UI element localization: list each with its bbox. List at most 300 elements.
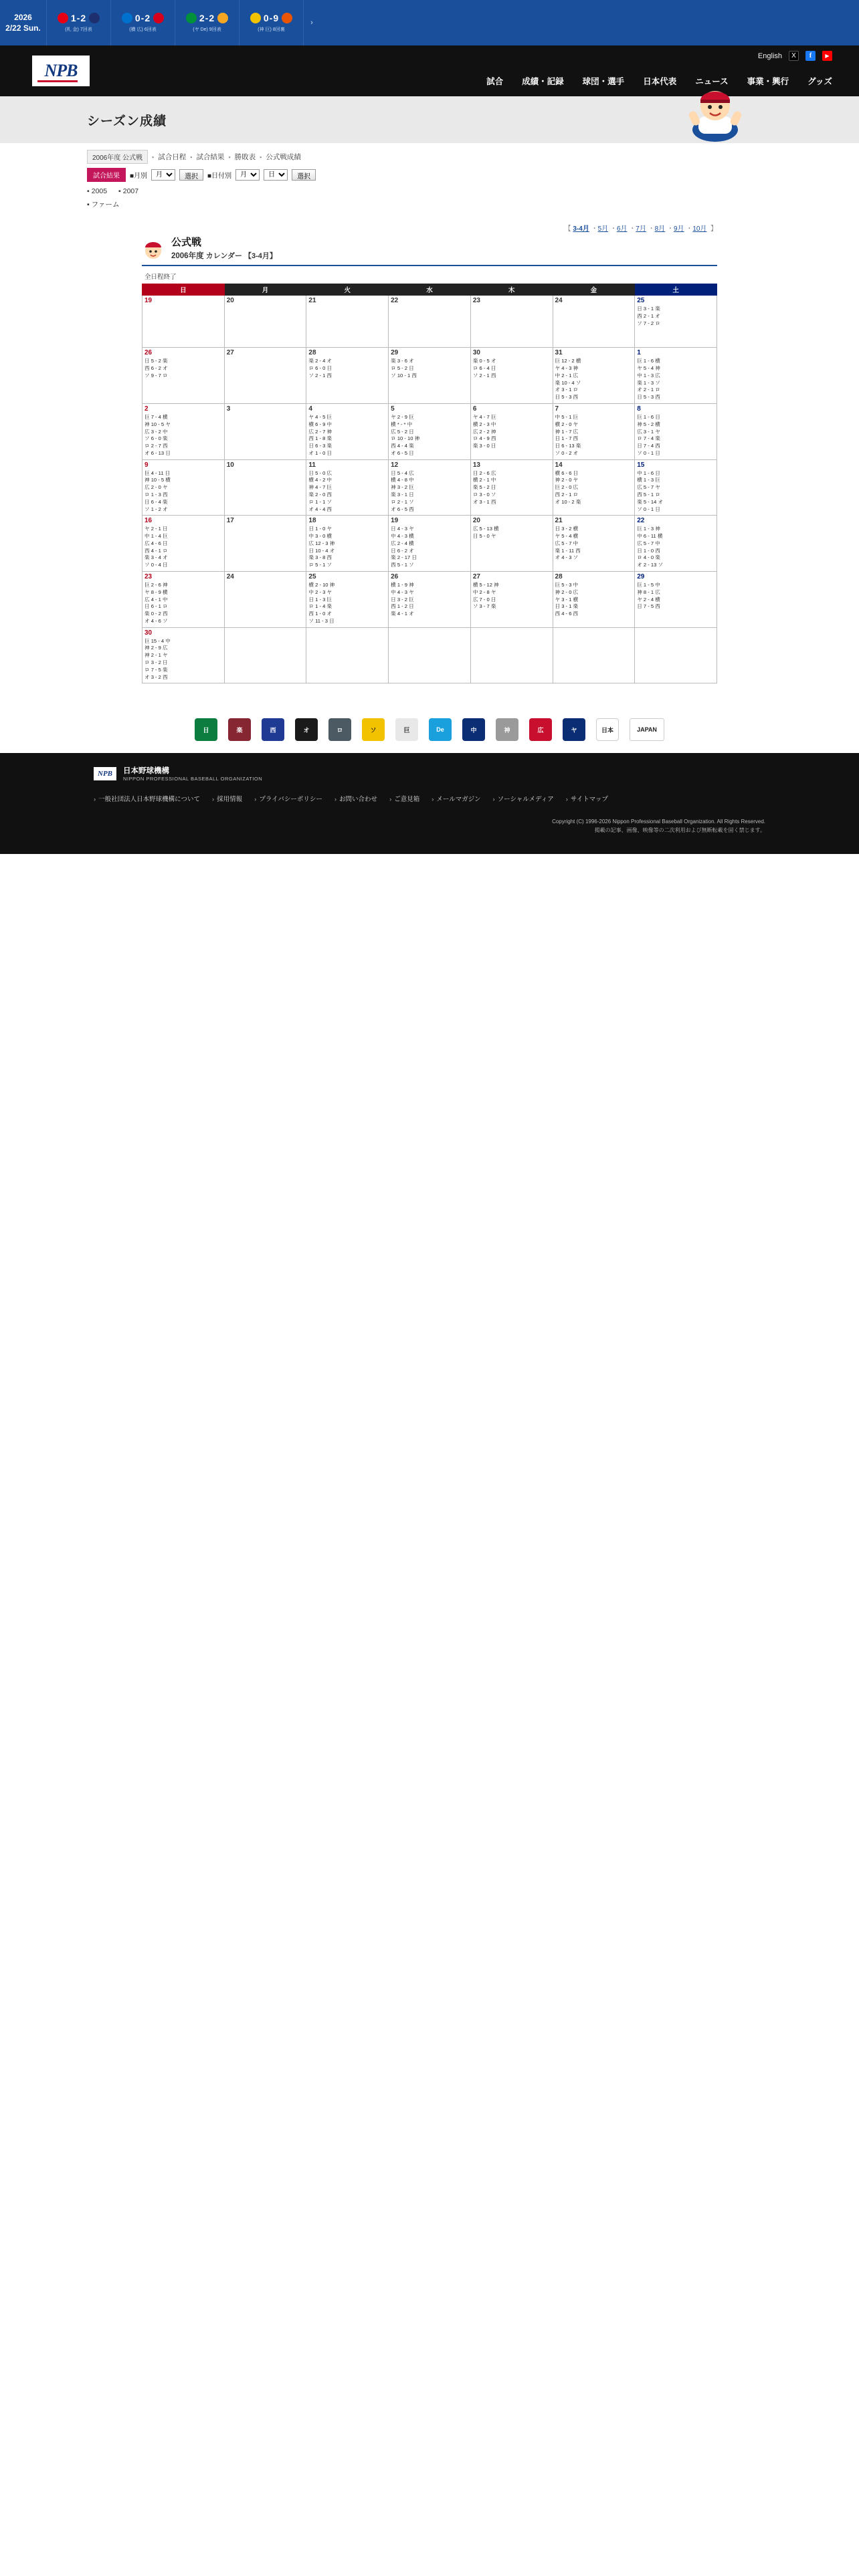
calendar-day-cell[interactable]: [306, 459, 389, 516]
scoreboard-score: 1-2: [70, 13, 87, 23]
month-nav-5[interactable]: 5月: [597, 225, 609, 233]
team-logo-icon: [89, 13, 100, 23]
calendar-day-cell[interactable]: [635, 459, 717, 516]
team-logo-icon[interactable]: De: [429, 718, 452, 741]
year-link-2005[interactable]: 2005: [91, 187, 108, 195]
calendar-day-cell[interactable]: [142, 459, 225, 516]
nav-item-games[interactable]: 試合: [486, 77, 504, 86]
game-result-line[interactable]: ロ 10 - 10 神: [391, 435, 420, 442]
game-result-line[interactable]: 日 7 - 5 西: [637, 603, 660, 610]
game-result-line[interactable]: 横 1 - 3 巨: [637, 477, 660, 484]
date-month-select[interactable]: [235, 169, 260, 181]
game-result-line[interactable]: ソ 11 - 3 日: [308, 617, 335, 624]
game-result-line[interactable]: オ 4 - 6 ソ: [145, 617, 168, 624]
game-result-line[interactable]: ソ 6 - 0 楽: [145, 435, 168, 442]
game-result-line[interactable]: 西 4 - 6 西: [555, 611, 579, 617]
npb-logo[interactable]: [32, 56, 90, 86]
game-result-line[interactable]: 楽 3 - 6 オ: [391, 358, 414, 364]
game-result-line[interactable]: 神 2 - 1 ヤ: [145, 652, 168, 659]
game-result-line[interactable]: ロ 2 - 7 西: [145, 443, 168, 449]
calendar-day-cell[interactable]: [142, 572, 225, 628]
game-result-line[interactable]: 横 6 - 9 中: [308, 421, 332, 427]
game-result-line[interactable]: 中 4 - 3 ヤ: [391, 588, 414, 595]
game-result-line[interactable]: 日 5 - 4 広: [391, 469, 414, 476]
game-result-line[interactable]: 楽 1 - 11 西: [555, 547, 581, 554]
game-result-line[interactable]: ロ 7 - 4 楽: [637, 435, 660, 442]
game-result-line[interactable]: 日 4 - 3 ヤ: [391, 526, 414, 532]
calendar-day-number: 25: [637, 297, 645, 305]
game-result-line[interactable]: 中 2 - 8 ヤ: [472, 588, 496, 595]
game-result-line[interactable]: 横 2 - 3 中: [472, 421, 496, 427]
date-go-button[interactable]: 選択: [292, 169, 316, 181]
year-link-2007[interactable]: 2007: [122, 187, 139, 195]
game-result-line[interactable]: 巨 4 - 11 日: [145, 469, 171, 476]
game-result-line[interactable]: 中 1 - 4 巨: [145, 533, 168, 540]
game-result-line[interactable]: 広 5 - 13 横: [472, 526, 499, 532]
month-nav-3-4[interactable]: 3-4月: [573, 225, 589, 233]
game-result-line[interactable]: ヤ 5 - 4 横: [555, 533, 579, 540]
game-result-line[interactable]: 広 5 - 7 中: [637, 540, 660, 546]
game-result-line[interactable]: 西 6 - 2 オ: [145, 365, 168, 372]
calendar-day-number: 25: [308, 573, 316, 580]
footer-link-privacy[interactable]: › プライバシーポリシー: [254, 794, 322, 803]
game-result-line[interactable]: 西 1 - 8 楽: [308, 435, 332, 442]
game-result-line[interactable]: オ 3 - 2 西: [145, 673, 168, 680]
month-select[interactable]: [151, 169, 175, 181]
game-result-line[interactable]: 広 3 - 2 中: [145, 428, 168, 435]
footer-link-contact[interactable]: › お問い合わせ: [335, 794, 377, 803]
game-result-line[interactable]: 神 10 - 5 ヤ: [145, 421, 171, 427]
game-result-line[interactable]: 西 1 - 0 オ: [308, 611, 332, 617]
game-result-line[interactable]: ヤ 2 - 4 横: [637, 596, 660, 603]
game-result-line[interactable]: 横 * - * 中: [391, 421, 413, 427]
month-nav-10[interactable]: 10月: [692, 225, 707, 233]
scoreboard-game-4[interactable]: [240, 0, 304, 45]
scoreboard-status: (札 金) 7回表: [65, 27, 92, 32]
calendar-day-cell: [224, 459, 306, 516]
game-result-line[interactable]: 巨 1 - 6 日: [637, 413, 660, 420]
game-result-line[interactable]: 西 2 - 1 オ: [637, 313, 660, 320]
nav-item-national-team[interactable]: 日本代表: [643, 77, 677, 86]
game-result-line[interactable]: 日 1 - 7 西: [555, 435, 579, 442]
calendar-day-cell[interactable]: [553, 572, 635, 628]
calendar-day-cell[interactable]: [306, 403, 389, 459]
calendar-day-cell[interactable]: [470, 516, 553, 572]
team-logo-icon[interactable]: 中: [462, 718, 485, 741]
game-result-line[interactable]: ヤ 5 - 4 神: [637, 365, 660, 372]
calendar-day-cell: [224, 572, 306, 628]
game-result-line[interactable]: 神 10 - 5 横: [145, 477, 171, 484]
calendar-day-cell[interactable]: [306, 572, 389, 628]
calendar-day-cell: [306, 296, 389, 348]
game-result-line[interactable]: 日 3 - 2 横: [555, 526, 579, 532]
game-result-line[interactable]: 横 2 - 1 中: [472, 477, 496, 484]
game-result-line[interactable]: 広 2 - 0 ヤ: [145, 484, 168, 491]
game-result-line[interactable]: ソ 2 - 1 西: [308, 372, 332, 379]
breadcrumb-schedule[interactable]: 試合日程: [158, 153, 187, 161]
game-result-line[interactable]: ロ 1 - 1 ソ: [308, 498, 332, 505]
panel-subtitle: [171, 250, 277, 261]
game-result-line[interactable]: 中 1 - 6 日: [637, 469, 660, 476]
footer-org-name-jp: 日本野球機構: [123, 767, 169, 776]
game-result-line[interactable]: 神 3 - 2 巨: [391, 484, 414, 491]
game-result-line[interactable]: オ 10 - 2 楽: [555, 498, 581, 505]
game-result-line[interactable]: オ 2 - 1 ロ: [637, 387, 660, 393]
scoreboard-date: [0, 0, 47, 45]
footer-link-feedback[interactable]: › ご意見箱: [389, 794, 419, 803]
game-result-line[interactable]: 日 2 - 6 広: [472, 469, 496, 476]
calendar-day-results: [473, 470, 551, 506]
calendar-day-number: 1: [637, 349, 641, 357]
calendar-day-cell[interactable]: [389, 403, 471, 459]
game-result-line[interactable]: 広 7 - 0 日: [472, 596, 496, 603]
calendar-day-cell[interactable]: [389, 572, 471, 628]
breadcrumb-sep: ▪: [152, 153, 155, 160]
calendar-day-cell[interactable]: [635, 296, 717, 348]
breadcrumb-results[interactable]: 試合結果: [196, 153, 225, 161]
calendar-day-number: 6: [472, 405, 477, 413]
calendar-day-cell[interactable]: [142, 403, 225, 459]
bullet-icon: ▪: [87, 187, 90, 195]
game-result-line[interactable]: 広 5 - 2 日: [391, 428, 414, 435]
team-logo-icon[interactable]: 日本: [596, 718, 619, 741]
calendar-day-cell[interactable]: [142, 348, 225, 404]
game-result-line[interactable]: ソ 3 - 7 楽: [472, 603, 496, 610]
language-switch[interactable]: English: [757, 51, 782, 60]
game-result-line[interactable]: 神 2 - 0 ヤ: [555, 477, 579, 484]
scoreboard-game-3[interactable]: [175, 0, 240, 45]
copyright-line-1: Copyright (C) 1996-2026 Nippon Professional Baseball Organization. All Rights Reserved.: [552, 819, 765, 825]
calendar-week-row: [142, 572, 717, 628]
game-result-line[interactable]: ロ 5 - 2 日: [391, 365, 414, 372]
calendar-day-cell[interactable]: [470, 459, 553, 516]
game-result-line[interactable]: ロ 6 - 4 日: [472, 365, 496, 372]
game-result-line[interactable]: ヤ 2 - 9 巨: [391, 413, 414, 420]
game-result-line[interactable]: 日 5 - 3 西: [637, 394, 660, 401]
calendar-day-cell[interactable]: [553, 459, 635, 516]
team-logo-icon[interactable]: 西: [262, 718, 284, 741]
game-result-line[interactable]: 日 1 - 3 巨: [308, 596, 332, 603]
nav-item-stats[interactable]: 成績・記録: [522, 77, 564, 86]
team-logo-icon[interactable]: 楽: [228, 718, 251, 741]
scoreboard-score: 2-2: [199, 13, 215, 23]
game-result-line[interactable]: 楽 5 - 14 オ: [637, 498, 664, 505]
game-result-line[interactable]: 楽 3 - 8 西: [308, 554, 332, 561]
game-result-line[interactable]: ソ 0 - 4 日: [145, 562, 168, 568]
game-result-line[interactable]: 西 2 - 1 ロ: [555, 491, 579, 498]
nav-item-business[interactable]: 事業・興行: [747, 77, 789, 86]
game-result-line[interactable]: ソ 0 - 1 日: [637, 449, 660, 456]
game-result-line[interactable]: 日 3 - 1 楽: [555, 603, 579, 610]
game-result-line[interactable]: オ 3 - 1 ロ: [555, 387, 579, 393]
game-result-line[interactable]: ソ 0 - 1 日: [637, 506, 660, 512]
game-result-line[interactable]: 西 4 - 1 ロ: [145, 547, 168, 554]
game-result-line[interactable]: 巨 1 - 6 横: [637, 358, 660, 364]
game-result-line[interactable]: 神 8 - 1 広: [637, 588, 660, 595]
game-result-line[interactable]: 横 4 - 2 中: [308, 477, 332, 484]
nav-item-news[interactable]: ニュース: [695, 77, 729, 86]
calendar-day-results: [555, 526, 633, 562]
calendar-day-cell[interactable]: [635, 403, 717, 459]
calendar-day-number: 27: [226, 349, 234, 357]
game-result-line[interactable]: 巨 7 - 4 横: [145, 413, 168, 420]
calendar-day-results: [473, 358, 551, 379]
game-result-line[interactable]: 日 3 - 2 巨: [391, 596, 414, 603]
nav-item-teams[interactable]: 球団・選手: [582, 77, 625, 86]
game-result-line[interactable]: 巨 2 - 6 神: [145, 582, 168, 588]
game-result-line[interactable]: 広 3 - 1 ヤ: [637, 428, 660, 435]
footer-link-social[interactable]: › ソーシャルメディア: [493, 794, 554, 803]
game-result-line[interactable]: ロ 4 - 0 楽: [637, 554, 660, 561]
game-result-line[interactable]: ソ 10 - 1 西: [391, 372, 417, 379]
team-logo-icon[interactable]: 広: [529, 718, 552, 741]
game-result-line[interactable]: ロ 3 - 2 日: [145, 659, 168, 666]
game-result-line[interactable]: 楽 2 - 0 西: [308, 491, 332, 498]
game-result-line[interactable]: ヤ 3 - 1 横: [555, 596, 579, 603]
game-result-line[interactable]: 日 10 - 4 オ: [308, 547, 335, 554]
game-result-line[interactable]: 巨 15 - 4 中: [145, 637, 171, 644]
calendar-day-number: 21: [555, 517, 563, 525]
game-result-line[interactable]: オ 3 - 1 西: [472, 498, 496, 505]
calendar-day-number: 30: [472, 349, 480, 357]
x-icon[interactable]: X: [789, 51, 799, 61]
game-result-line[interactable]: 楽 0 - 2 西: [145, 611, 168, 617]
game-result-line[interactable]: 日 6 - 13 楽: [555, 443, 581, 449]
game-results-button[interactable]: 試合結果: [87, 168, 126, 182]
game-result-line[interactable]: オ 2 - 13 ソ: [637, 562, 664, 568]
calendar-day-cell[interactable]: [470, 348, 553, 404]
game-result-line[interactable]: 広 4 - 1 中: [145, 596, 168, 603]
breadcrumb-standings[interactable]: 勝敗表: [234, 153, 256, 161]
game-result-line[interactable]: オ 6 - 5 西: [391, 506, 414, 512]
game-result-line[interactable]: 中 4 - 3 横: [391, 533, 414, 540]
game-result-line[interactable]: 広 2 - 7 神: [308, 428, 332, 435]
game-result-line[interactable]: ソ 0 - 2 オ: [555, 449, 579, 456]
game-result-line[interactable]: 中 6 - 11 横: [637, 533, 663, 540]
game-result-line[interactable]: ロ 1 - 3 西: [145, 491, 168, 498]
month-nav-9[interactable]: 9月: [673, 225, 684, 233]
game-result-line[interactable]: 楽 2 - 4 オ: [308, 358, 332, 364]
calendar-week-row: [142, 403, 717, 459]
calendar-day-cell[interactable]: [389, 348, 471, 404]
game-result-line[interactable]: 日 5 - 0 広: [308, 469, 332, 476]
calendar-day-cell[interactable]: [553, 348, 635, 404]
month-nav-bracket-open: 【: [564, 225, 573, 233]
calendar-day-cell[interactable]: [306, 516, 389, 572]
game-result-line[interactable]: 神 1 - 7 広: [555, 428, 579, 435]
calendar-day-cell[interactable]: [142, 516, 225, 572]
month-nav-sep: ・: [629, 225, 636, 233]
game-result-line[interactable]: 楽 0 - 5 オ: [472, 358, 496, 364]
team-logo-icon[interactable]: ソ: [362, 718, 385, 741]
calendar-day-number: 16: [145, 517, 153, 525]
game-result-line[interactable]: 広 12 - 3 神: [308, 540, 335, 546]
team-logo-icon: [217, 13, 228, 23]
game-result-line[interactable]: オ 6 - 5 日: [391, 449, 414, 456]
game-result-line[interactable]: 西 1 - 2 日: [391, 603, 414, 610]
game-result-line[interactable]: 広 5 - 7 ヤ: [637, 484, 660, 491]
game-result-line[interactable]: ヤ 4 - 3 神: [555, 365, 579, 372]
team-logo-icon[interactable]: ヤ: [563, 718, 585, 741]
game-result-line[interactable]: ソ 7 - 2 ロ: [637, 320, 660, 326]
game-result-line[interactable]: 中 5 - 1 巨: [555, 413, 579, 420]
game-result-line[interactable]: 中 2 - 1 広: [555, 372, 579, 379]
game-result-line[interactable]: 広 2 - 4 横: [391, 540, 414, 546]
calendar-day-cell[interactable]: [553, 403, 635, 459]
calendar-day-cell[interactable]: [142, 627, 225, 683]
nav-item-goods[interactable]: グッズ: [807, 77, 832, 86]
calendar-day-number: 9: [145, 461, 149, 469]
game-result-line[interactable]: ヤ 2 - 1 日: [145, 526, 168, 532]
calendar-day-number: 24: [555, 297, 563, 305]
date-day-select[interactable]: [264, 169, 288, 181]
month-nav-7[interactable]: 7月: [636, 225, 646, 233]
game-result-line[interactable]: 広 5 - 7 中: [555, 540, 579, 546]
game-result-line[interactable]: 神 4 - 7 巨: [308, 484, 332, 491]
weekday-sun: 日: [142, 284, 225, 296]
game-result-line[interactable]: ロ 2 - 1 ソ: [391, 498, 414, 505]
calendar-day-cell: [635, 627, 717, 683]
game-result-line[interactable]: 広 2 - 2 神: [472, 428, 496, 435]
game-result-line[interactable]: 横 6 - 6 日: [555, 469, 579, 476]
game-result-line[interactable]: 神 5 - 2 横: [637, 421, 660, 427]
calendar-day-cell[interactable]: [635, 348, 717, 404]
game-result-line[interactable]: 西 5 - 1 ソ: [391, 562, 414, 568]
calendar-day-cell[interactable]: [553, 516, 635, 572]
breadcrumb-official-stats[interactable]: 公式戦成績: [266, 153, 301, 161]
team-logo-icon[interactable]: JAPAN: [630, 718, 664, 741]
game-result-line[interactable]: 西 5 - 1 ロ: [637, 491, 660, 498]
breadcrumb-sep: ▪: [260, 153, 262, 160]
calendar-day-cell[interactable]: [306, 348, 389, 404]
facebook-icon[interactable]: f: [805, 51, 816, 61]
game-result-line[interactable]: 日 6 - 4 楽: [145, 498, 168, 505]
month-go-button[interactable]: 選択: [179, 169, 203, 181]
game-result-line[interactable]: 楽 10 - 4 ソ: [555, 379, 581, 386]
game-result-line[interactable]: ロ 6 - 0 日: [308, 365, 332, 372]
team-logo-icon[interactable]: ロ: [328, 718, 351, 741]
calendar-day-number: 3: [226, 405, 231, 413]
game-result-line[interactable]: 中 1 - 3 広: [637, 372, 660, 379]
calendar-day-cell[interactable]: [389, 516, 471, 572]
game-result-line[interactable]: ヤ 4 - 5 巨: [308, 413, 332, 420]
game-result-line[interactable]: オ 4 - 4 西: [308, 506, 332, 512]
calendar-day-cell[interactable]: [389, 459, 471, 516]
game-result-line[interactable]: ソ 1 - 2 オ: [145, 506, 168, 512]
game-result-line[interactable]: ソ 2 - 1 西: [472, 372, 496, 379]
calendar-day-cell[interactable]: [635, 572, 717, 628]
game-result-line[interactable]: 中 3 - 0 横: [308, 533, 332, 540]
youtube-icon[interactable]: ▶: [822, 51, 832, 61]
game-result-line[interactable]: ロ 7 - 5 楽: [145, 666, 168, 673]
game-result-line[interactable]: ロ 1 - 4 楽: [308, 603, 332, 610]
team-logo-icon[interactable]: 日: [195, 718, 217, 741]
game-result-line[interactable]: 日 1 - 0 ヤ: [308, 526, 332, 532]
calendar-day-cell[interactable]: [470, 572, 553, 628]
scoreboard-game-1[interactable]: [47, 0, 111, 45]
game-result-line[interactable]: 楽 2 - 17 日: [391, 554, 417, 561]
game-result-line[interactable]: 楽 1 - 3 ソ: [637, 379, 660, 386]
game-result-line[interactable]: 日 6 - 3 楽: [308, 443, 332, 449]
game-result-line[interactable]: ロ 5 - 1 ソ: [308, 562, 332, 568]
calendar-day-number: 13: [472, 461, 480, 469]
page-title: シーズン成績: [87, 114, 167, 128]
game-result-line[interactable]: 巨 12 - 2 横: [555, 358, 581, 364]
calendar-day-results: [637, 526, 714, 569]
footer-link-sitemap[interactable]: › サイトマップ: [566, 794, 608, 803]
game-result-line[interactable]: ヤ 8 - 9 横: [145, 588, 168, 595]
team-logo-icon[interactable]: 巨: [395, 718, 418, 741]
game-result-line[interactable]: 日 7 - 4 西: [637, 443, 660, 449]
game-result-line[interactable]: 神 2 - 9 広: [145, 645, 168, 651]
footer-link-mailmagazine[interactable]: › メールマガジン: [432, 794, 480, 803]
game-result-line[interactable]: 巨 5 - 3 中: [555, 582, 579, 588]
game-result-line[interactable]: ロ 4 - 9 西: [472, 435, 496, 442]
month-nav-8[interactable]: 8月: [654, 225, 666, 233]
game-result-line[interactable]: ソ 9 - 7 ロ: [145, 372, 168, 379]
footer-link-recruit[interactable]: › 採用情報: [212, 794, 242, 803]
game-result-line[interactable]: 日 5 - 3 西: [555, 394, 579, 401]
game-result-line[interactable]: 日 5 - 2 楽: [145, 358, 168, 364]
footer-link-about[interactable]: › 一般社団法人日本野球機構について: [94, 794, 200, 803]
game-result-line[interactable]: 横 5 - 12 神: [472, 582, 499, 588]
game-result-line[interactable]: 楽 3 - 4 オ: [145, 554, 168, 561]
calendar-day-results: [145, 470, 222, 514]
game-result-line[interactable]: 横 2 - 0 ヤ: [555, 421, 579, 427]
game-result-line[interactable]: 神 2 - 0 広: [555, 588, 579, 595]
scoreboard-game-2[interactable]: [111, 0, 175, 45]
game-result-line[interactable]: 楽 3 - 1 日: [391, 491, 414, 498]
team-logo-icon[interactable]: 神: [496, 718, 518, 741]
game-result-line[interactable]: 横 1 - 9 神: [391, 582, 414, 588]
team-logo-icon[interactable]: オ: [295, 718, 318, 741]
farm-link[interactable]: ファーム: [91, 201, 120, 209]
scoreboard-status: (ヤ De) 9回表: [193, 27, 221, 32]
calendar-day-cell[interactable]: [635, 516, 717, 572]
game-result-line[interactable]: 広 4 - 6 日: [145, 540, 168, 546]
game-result-line[interactable]: ロ 3 - 0 ソ: [472, 491, 496, 498]
game-result-line[interactable]: 日 6 - 1 ロ: [145, 603, 168, 610]
calendar-day-number: 28: [308, 349, 316, 357]
game-result-line[interactable]: 日 5 - 0 ヤ: [472, 533, 496, 540]
game-result-line[interactable]: 中 2 - 3 ヤ: [308, 588, 332, 595]
game-result-line[interactable]: ヤ 4 - 7 巨: [472, 413, 496, 420]
scoreboard-next-arrow-icon[interactable]: ›: [310, 19, 313, 27]
calendar-day-results: [391, 470, 468, 514]
game-result-line[interactable]: 横 4 - 8 中: [391, 477, 414, 484]
game-result-line[interactable]: 日 6 - 2 オ: [391, 547, 414, 554]
month-nav-6[interactable]: 6月: [616, 225, 628, 233]
game-result-line[interactable]: 巨 1 - 3 神: [637, 526, 660, 532]
game-result-line[interactable]: 日 1 - 0 西: [637, 547, 660, 554]
game-result-line[interactable]: 楽 4 - 1 オ: [391, 611, 414, 617]
calendar-day-number: 15: [637, 461, 645, 469]
game-result-line[interactable]: オ 1 - 0 日: [308, 449, 332, 456]
calendar-day-number: 23: [472, 297, 480, 305]
calendar-day-results: [145, 526, 222, 569]
game-result-line[interactable]: 楽 3 - 0 日: [472, 443, 496, 449]
game-result-line[interactable]: オ 6 - 13 日: [145, 449, 171, 456]
game-result-line[interactable]: 巨 1 - 5 中: [637, 582, 660, 588]
game-result-line[interactable]: 楽 5 - 2 日: [472, 484, 496, 491]
game-result-line[interactable]: 日 3 - 1 楽: [637, 306, 660, 312]
game-result-line[interactable]: 西 4 - 4 楽: [391, 443, 414, 449]
game-result-line[interactable]: オ 4 - 3 ソ: [555, 554, 579, 561]
calendar-day-cell[interactable]: [470, 403, 553, 459]
calendar-day-results: [145, 414, 222, 457]
game-result-line[interactable]: 横 2 - 10 神: [308, 582, 335, 588]
game-result-line[interactable]: 巨 2 - 0 広: [555, 484, 579, 491]
